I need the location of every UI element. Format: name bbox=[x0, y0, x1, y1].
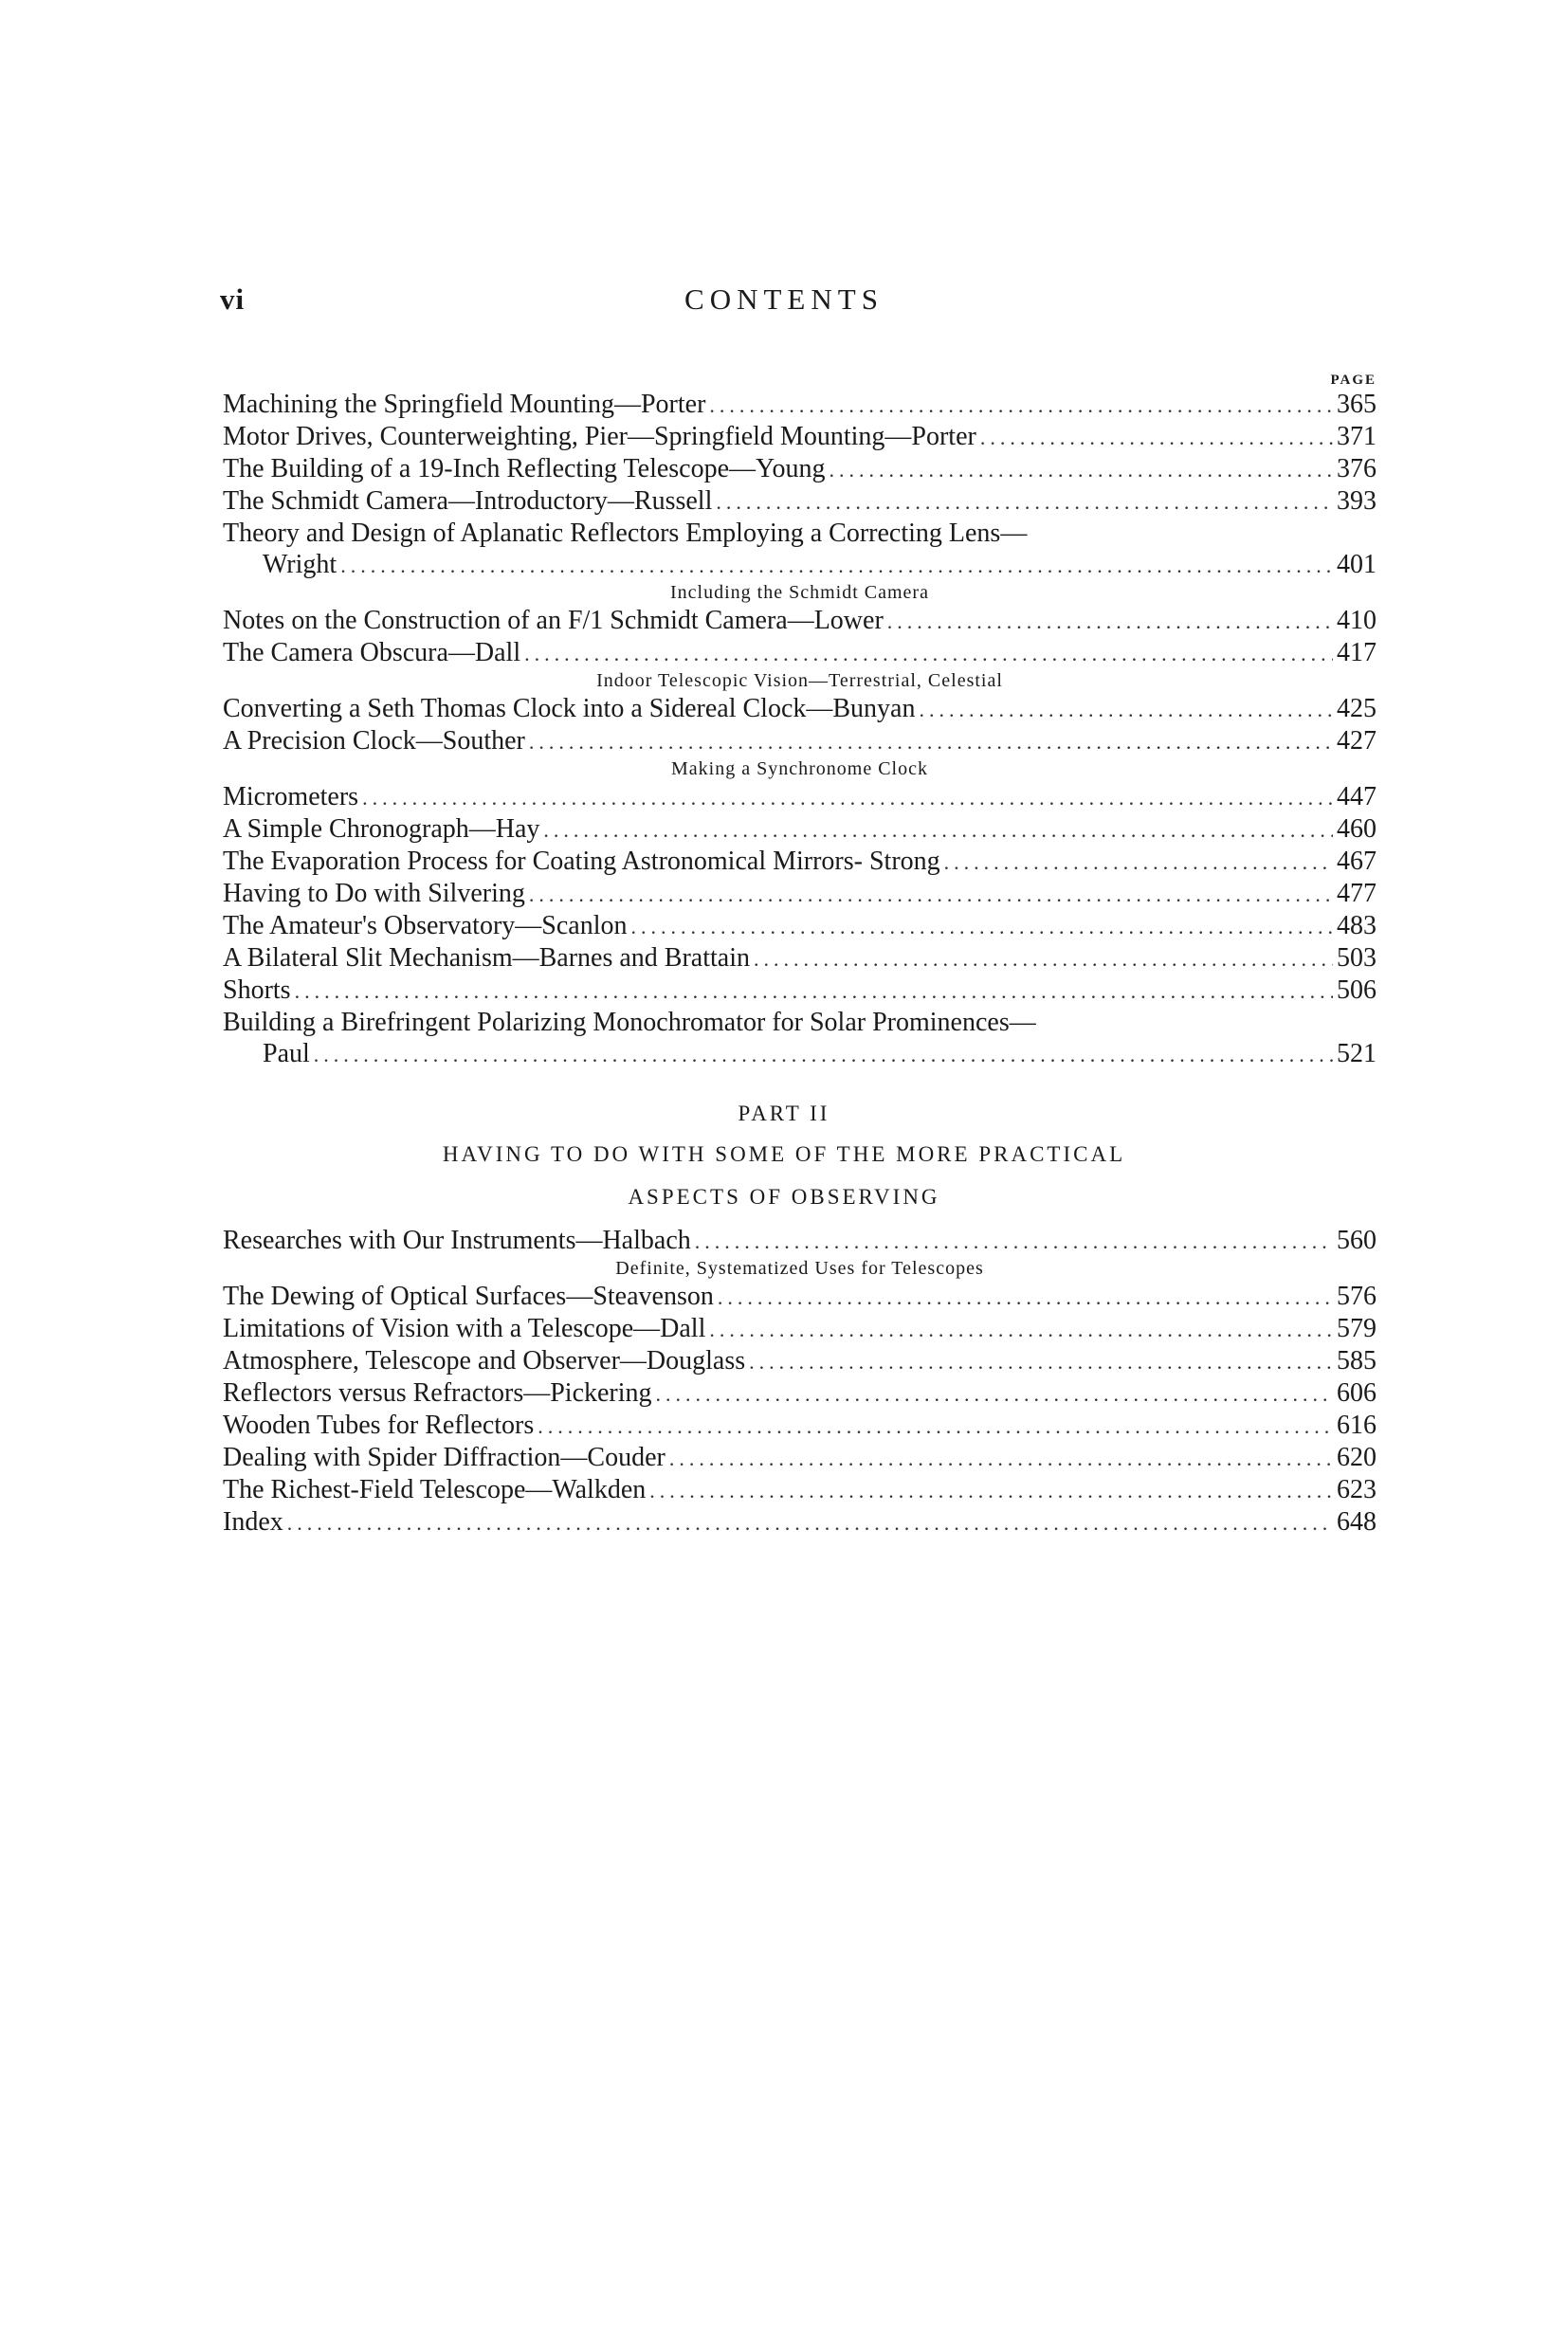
dot-leader bbox=[695, 1226, 1333, 1257]
toc-entry bbox=[223, 1442, 1377, 1474]
toc-entry bbox=[223, 605, 1377, 637]
toc-entry-subtitle: Including the Schmidt Camera bbox=[670, 582, 929, 603]
toc-entry bbox=[223, 389, 1377, 421]
dot-leader bbox=[920, 694, 1334, 725]
toc-entry-title: The Building of a 19-Inch Reflecting Telescope—Young bbox=[223, 454, 826, 483]
toc-entry-title: Wright bbox=[263, 550, 337, 579]
dot-leader bbox=[524, 638, 1333, 669]
toc-entry bbox=[223, 1474, 1377, 1506]
toc-entry-subtitle: Definite, Systematized Uses for Telescopes bbox=[615, 1258, 984, 1279]
dot-leader bbox=[340, 550, 1333, 581]
toc-entry bbox=[223, 693, 1377, 725]
part-heading-line1: HAVING TO DO WITH SOME OF THE MORE PRACTICAL bbox=[442, 1142, 1126, 1166]
dot-leader bbox=[718, 1282, 1333, 1313]
toc-entry bbox=[223, 781, 1377, 813]
page-column-label: PAGE bbox=[1330, 373, 1377, 388]
toc-entry bbox=[223, 878, 1377, 910]
dot-leader bbox=[709, 1314, 1333, 1345]
toc-entry bbox=[223, 1038, 1377, 1070]
toc-entry-title: Researches with Our Instruments—Halbach bbox=[223, 1226, 691, 1255]
toc-entry-title: The Richest-Field Telescope—Walkden bbox=[223, 1475, 647, 1504]
dot-leader bbox=[944, 847, 1333, 878]
toc-entry bbox=[223, 910, 1377, 942]
dot-leader bbox=[749, 1346, 1333, 1377]
toc-entry-page: 560 bbox=[1337, 1226, 1377, 1255]
toc-entry-title-line1: Building a Birefringent Polarizing Monochromator for Solar Prominences— bbox=[223, 1008, 1036, 1037]
toc-entry-title: Notes on the Construction of an F/1 Schmidt Camera—Lower bbox=[223, 606, 884, 635]
toc-entry-page: 410 bbox=[1337, 606, 1377, 635]
toc-entry-page: 460 bbox=[1337, 814, 1377, 844]
dot-leader bbox=[538, 1411, 1333, 1442]
toc-entry-page: 506 bbox=[1337, 975, 1377, 1005]
toc-entry-title: Shorts bbox=[223, 975, 291, 1005]
dot-leader bbox=[709, 390, 1333, 421]
toc-entry-title: Wooden Tubes for Reflectors bbox=[223, 1411, 535, 1440]
toc-entry-page: 579 bbox=[1337, 1314, 1377, 1343]
toc-entry-page: 371 bbox=[1337, 422, 1377, 451]
toc-entry bbox=[223, 1313, 1377, 1345]
toc-entry-page: 503 bbox=[1337, 943, 1377, 973]
toc-entry bbox=[223, 1225, 1377, 1257]
toc-entry-page: 576 bbox=[1337, 1282, 1377, 1311]
dot-leader bbox=[649, 1475, 1333, 1506]
toc-entry bbox=[223, 453, 1377, 485]
toc-entry-page: 620 bbox=[1337, 1443, 1377, 1472]
toc-entry-title: The Schmidt Camera—Introductory—Russell bbox=[223, 486, 713, 516]
toc-entry bbox=[223, 725, 1377, 757]
toc-entry bbox=[223, 1345, 1377, 1377]
toc-entry-page: 467 bbox=[1337, 847, 1377, 876]
toc-entry-subtitle: Making a Synchronome Clock bbox=[671, 758, 928, 779]
dot-leader bbox=[669, 1443, 1333, 1474]
toc-entry bbox=[223, 637, 1377, 669]
toc-entry-page: 606 bbox=[1337, 1378, 1377, 1408]
toc-entry-title: The Camera Obscura—Dall bbox=[223, 638, 521, 667]
dot-leader bbox=[543, 814, 1333, 846]
dot-leader bbox=[980, 422, 1333, 453]
toc-entry-title: The Dewing of Optical Surfaces—Steavenson bbox=[223, 1282, 714, 1311]
dot-leader bbox=[829, 454, 1333, 485]
toc-entry bbox=[223, 975, 1377, 1007]
toc-entry-title: The Evaporation Process for Coating Astronomical Mirrors- Strong bbox=[223, 847, 940, 876]
toc-entry-page: 447 bbox=[1337, 782, 1377, 811]
dot-leader bbox=[362, 782, 1333, 813]
dot-leader bbox=[716, 486, 1333, 518]
dot-leader bbox=[295, 975, 1333, 1007]
toc-entry-page: 427 bbox=[1337, 726, 1377, 756]
toc-entry-page: 623 bbox=[1337, 1475, 1377, 1504]
dot-leader bbox=[529, 726, 1333, 757]
toc-entry bbox=[223, 1377, 1377, 1410]
toc-entry-subtitle: Indoor Telescopic Vision—Terrestrial, Celestial bbox=[596, 670, 1003, 691]
toc-entry-page: 401 bbox=[1337, 550, 1377, 579]
toc-entry-page: 585 bbox=[1337, 1346, 1377, 1375]
toc-entry-title: Motor Drives, Counterweighting, Pier—Springfield Mounting—Porter bbox=[223, 422, 976, 451]
toc-entry bbox=[223, 813, 1377, 846]
toc-entry-title: Reflectors versus Refractors—Pickering bbox=[223, 1378, 652, 1408]
toc-entry-title: Micrometers bbox=[223, 782, 359, 811]
toc-entry-title: A Bilateral Slit Mechanism—Barnes and Brattain bbox=[223, 943, 750, 973]
toc-entry bbox=[223, 1281, 1377, 1313]
dot-leader bbox=[754, 943, 1333, 975]
toc-entry-page: 616 bbox=[1337, 1411, 1377, 1440]
toc-entry bbox=[223, 549, 1377, 581]
toc-entry-page: 477 bbox=[1337, 879, 1377, 908]
dot-leader bbox=[656, 1378, 1333, 1410]
toc-entry-title: A Precision Clock—Souther bbox=[223, 726, 525, 756]
dot-leader bbox=[631, 911, 1334, 942]
dot-leader bbox=[887, 606, 1333, 637]
toc-entry-title: Paul bbox=[263, 1039, 310, 1068]
page-title: CONTENTS bbox=[684, 282, 884, 316]
toc-entry-title: Limitations of Vision with a Telescope—Dall bbox=[223, 1314, 706, 1343]
toc-entry-page: 376 bbox=[1337, 454, 1377, 483]
toc-entry-page: 417 bbox=[1337, 638, 1377, 667]
toc-entry-title: Index bbox=[223, 1507, 283, 1537]
toc-entry bbox=[223, 421, 1377, 453]
toc-entry-title-line1: Theory and Design of Aplanatic Reflectors Employing a Correcting Lens— bbox=[223, 519, 1028, 548]
part-heading-line2: ASPECTS OF OBSERVING bbox=[628, 1185, 940, 1209]
toc-entry-title: A Simple Chronograph—Hay bbox=[223, 814, 540, 844]
page-number: vi bbox=[220, 282, 246, 316]
dot-leader bbox=[529, 879, 1333, 910]
toc-entry bbox=[223, 942, 1377, 975]
part-label: PART II bbox=[738, 1102, 830, 1125]
toc-entry-page: 483 bbox=[1337, 911, 1377, 940]
toc-entry bbox=[223, 846, 1377, 878]
toc-entry-page: 425 bbox=[1337, 694, 1377, 723]
toc-entry-title: The Amateur's Observatory—Scanlon bbox=[223, 911, 628, 940]
toc-entry-page: 365 bbox=[1337, 390, 1377, 419]
toc-entry-title: Having to Do with Silvering bbox=[223, 879, 525, 908]
toc-part-two bbox=[223, 1225, 1377, 1539]
toc-entry bbox=[223, 1506, 1377, 1539]
toc-entry bbox=[223, 1410, 1377, 1442]
toc-entry-title: Dealing with Spider Diffraction—Couder bbox=[223, 1443, 665, 1472]
dot-leader bbox=[314, 1039, 1333, 1070]
toc-entry bbox=[223, 485, 1377, 518]
toc-entry-title: Converting a Seth Thomas Clock into a Sidereal Clock—Bunyan bbox=[223, 694, 916, 723]
dot-leader bbox=[287, 1507, 1333, 1539]
toc-entry-page: 393 bbox=[1337, 486, 1377, 516]
toc-entry-title: Atmosphere, Telescope and Observer—Douglass bbox=[223, 1346, 746, 1375]
toc-entry-title: Machining the Springfield Mounting—Porter bbox=[223, 390, 706, 419]
toc-part-one bbox=[223, 389, 1377, 1070]
toc-entry-page: 648 bbox=[1337, 1507, 1377, 1537]
toc-entry-page: 521 bbox=[1337, 1039, 1377, 1068]
